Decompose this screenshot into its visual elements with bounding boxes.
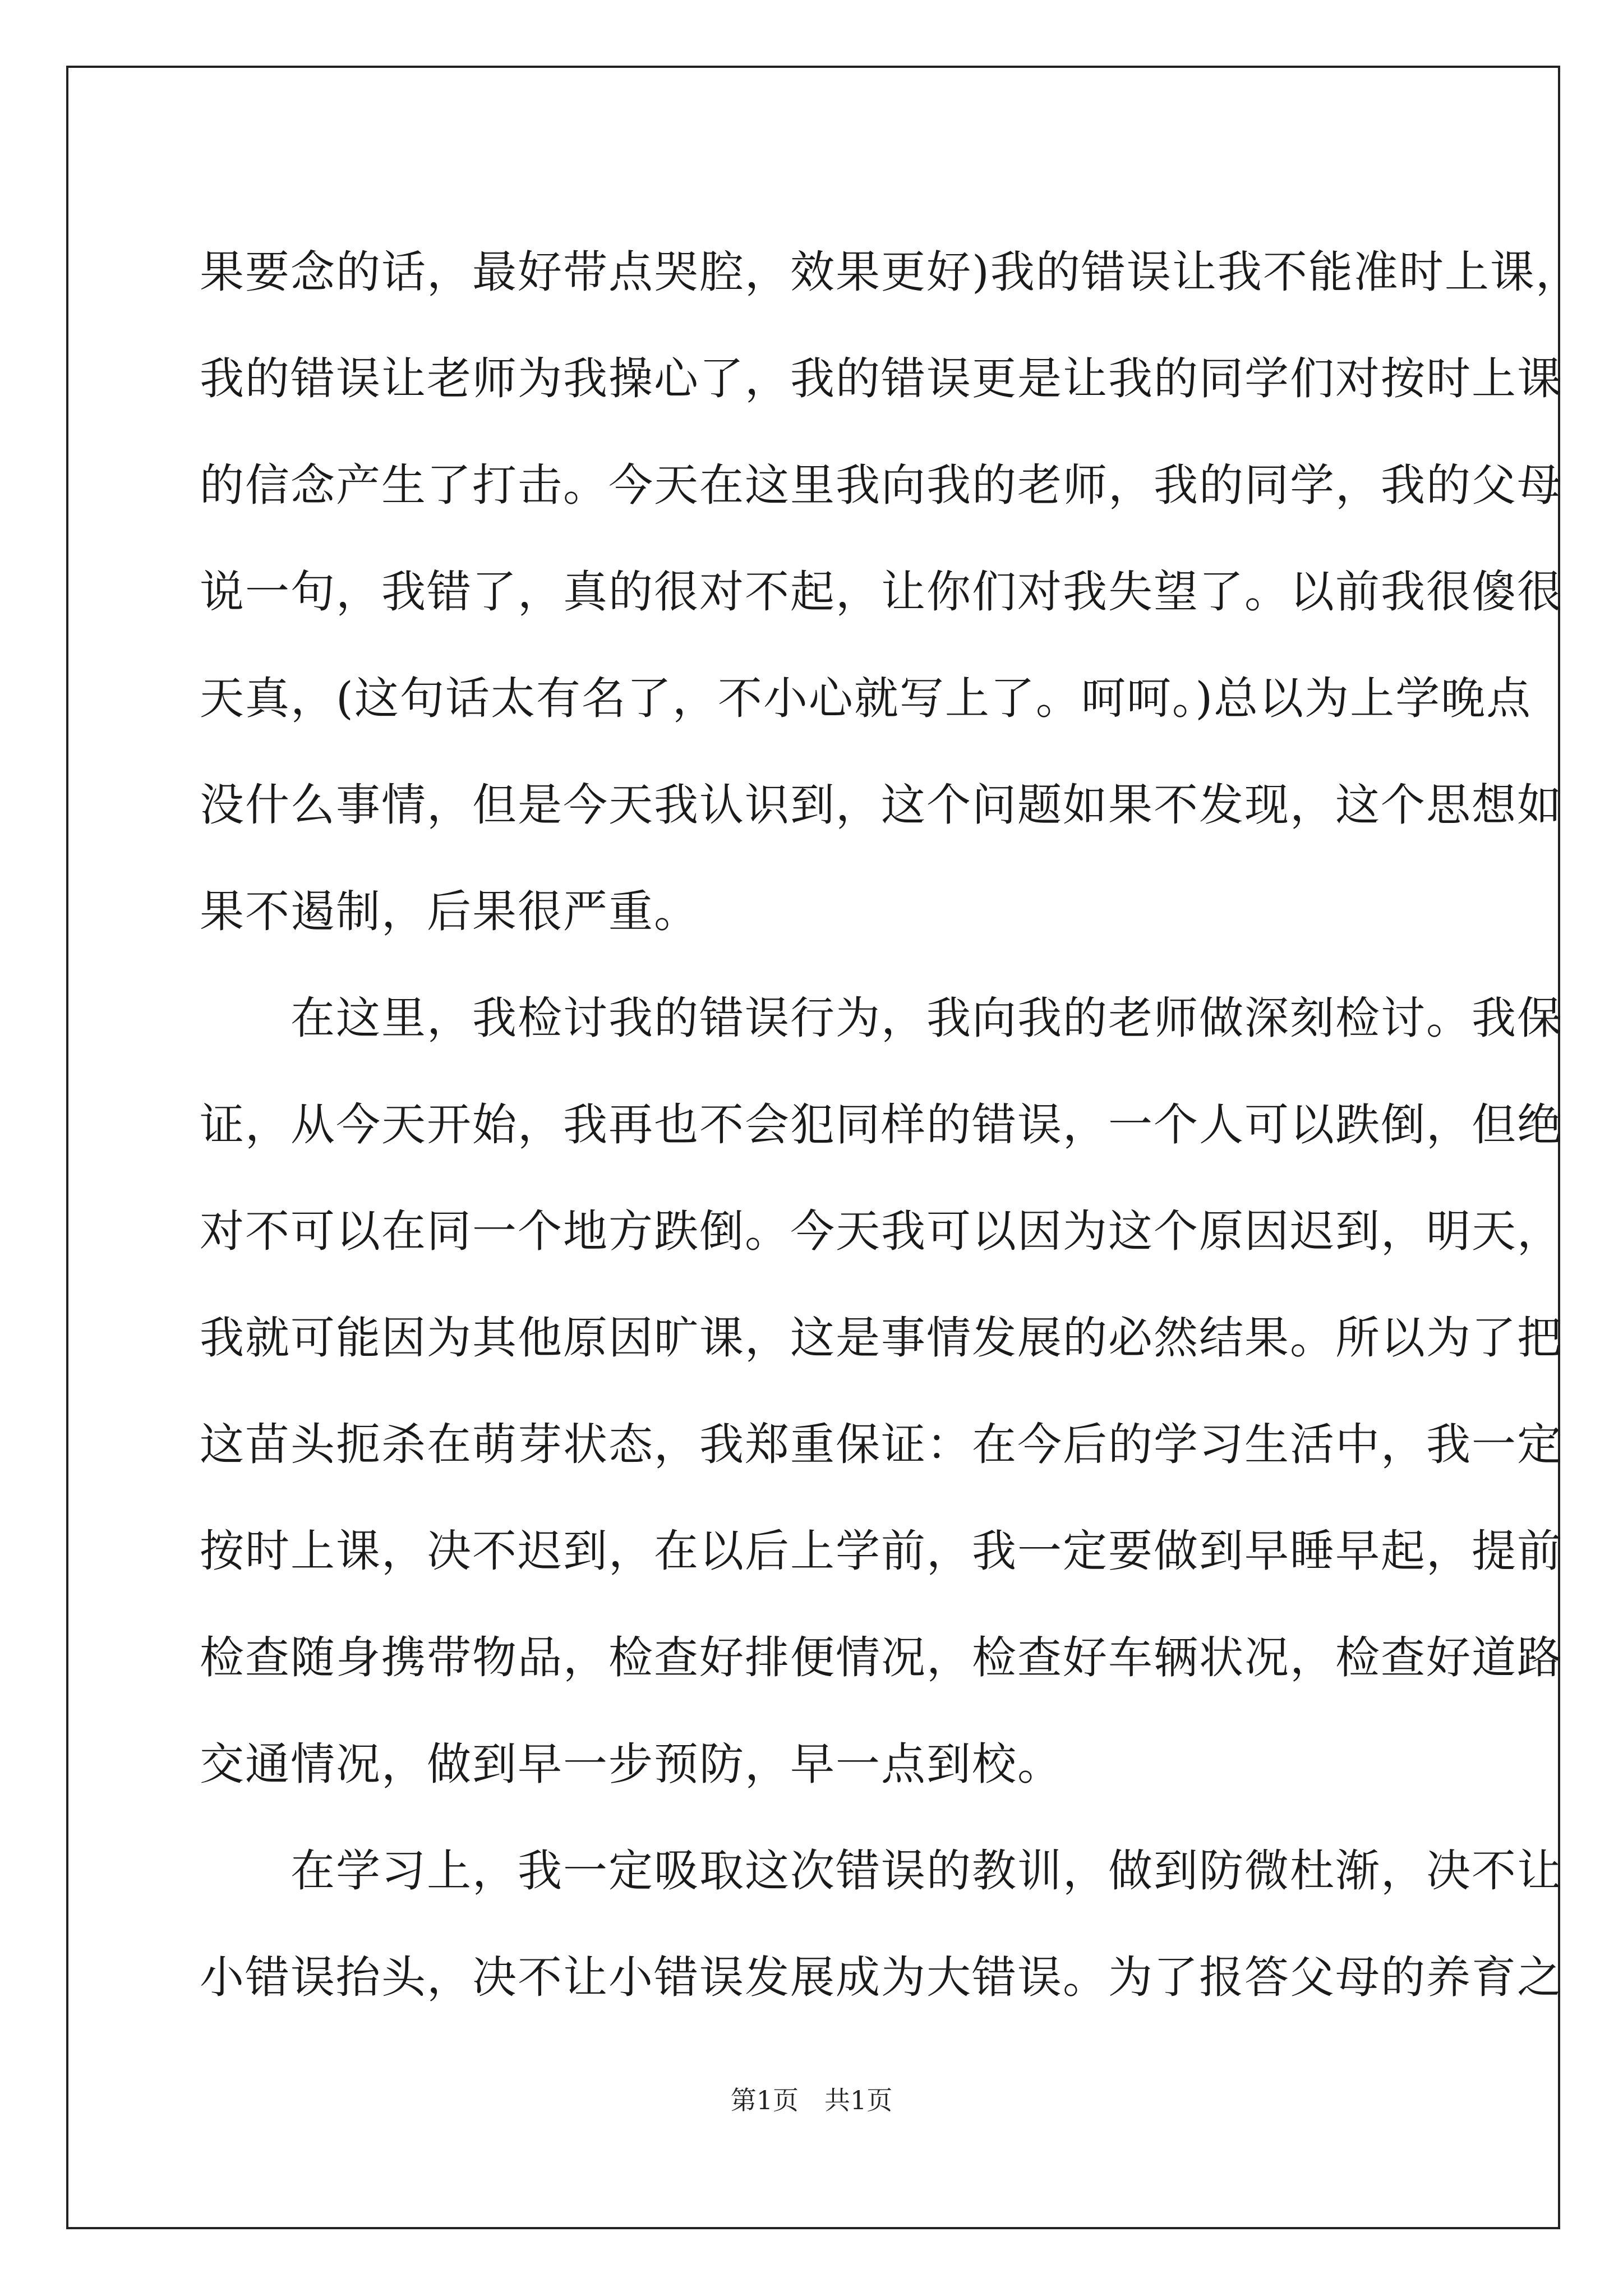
text-line: 这苗头扼杀在萌芽状态，我郑重保证：在今后的学习生活中，我一定 [200, 1419, 1562, 1470]
text-line: 对不可以在同一个地方跌倒。今天我可以因为这个原因迟到，明天， [200, 1205, 1562, 1257]
text-line: 果要念的话，最好带点哭腔，效果更好)我的错误让我不能准时上课， [200, 246, 1581, 298]
text-line: 没什么事情，但是今天我认识到，这个问题如果不发现，这个思想如 [200, 779, 1562, 831]
text-line: 我就可能因为其他原因旷课，这是事情发展的必然结果。所以为了把 [200, 1312, 1562, 1364]
text-line: 证，从今天开始，我再也不会犯同样的错误，一个人可以跌倒，但绝 [200, 1099, 1562, 1151]
text-line: 按时上课，决不迟到，在以后上学前，我一定要做到早睡早起，提前 [200, 1525, 1562, 1577]
text-line: 果不遏制，后果很严重。 [200, 886, 699, 937]
text-line: 在学习上，我一定吸取这次错误的教训，做到防微杜渐，决不让 [200, 1845, 1562, 1897]
text-line: 在这里，我检讨我的错误行为，我向我的老师做深刻检讨。我保 [200, 992, 1562, 1044]
page-number-footer: 第1页 共1页 [730, 2085, 893, 2115]
text-line: 的信念产生了打击。今天在这里我向我的老师，我的同学，我的父母 [200, 459, 1562, 511]
text-line: 检查随身携带物品，检查好排便情况，检查好车辆状况，检查好道路 [200, 1632, 1562, 1683]
text-line: 我的错误让老师为我操心了，我的错误更是让我的同学们对按时上课 [200, 353, 1562, 404]
text-line: 天真，(这句话太有名了，不小心就写上了。呵呵。)总以为上学晚点 [200, 673, 1532, 724]
document-body [200, 219, 1581, 2031]
text-line: 交通情况，做到早一步预防，早一点到校。 [200, 1738, 1063, 1790]
text-line: 说一句，我错了，真的很对不起，让你们对我失望了。以前我很傻很 [200, 566, 1562, 618]
text-line: 小错误抬头，决不让小错误发展成为大错误。为了报答父母的养育之 [200, 1952, 1562, 2003]
